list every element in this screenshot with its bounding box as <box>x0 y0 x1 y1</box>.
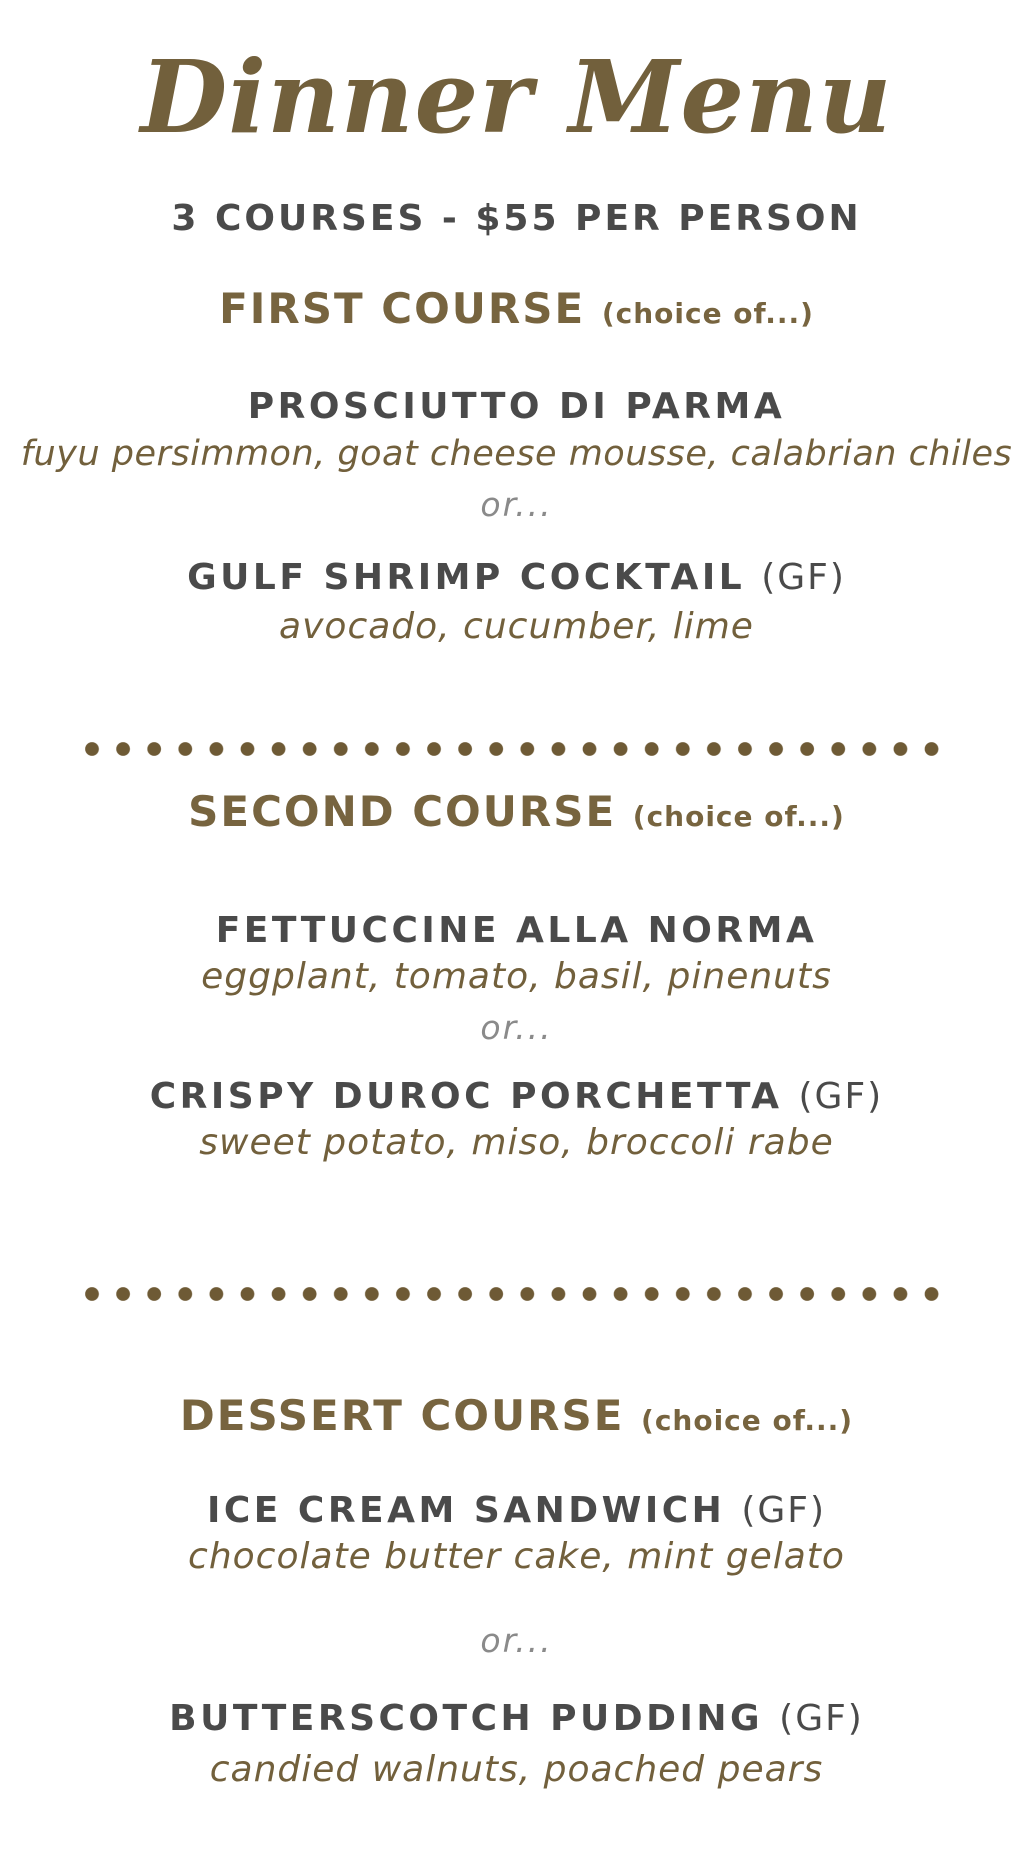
price-subtitle: 3 COURSES - $55 PER PERSON <box>171 198 862 239</box>
menu-item-description: fuyu persimmon, goat cheese mousse, calabrian chiles <box>20 434 1013 474</box>
item-name-label: GULF SHRIMP COCKTAIL <box>187 557 746 598</box>
dotted-divider <box>85 1287 950 1301</box>
menu-item-name <box>0 1697 1033 1741</box>
gluten-free-tag: (GF) <box>779 1698 864 1739</box>
course-heading-label: FIRST COURSE <box>219 284 586 333</box>
menu-item-description: candied walnuts, poached pears <box>209 1749 824 1790</box>
menu-item-name <box>0 1075 1033 1119</box>
gluten-free-tag: (GF) <box>761 557 846 598</box>
menu-item-description: avocado, cucumber, lime <box>279 606 754 647</box>
item-name-label: CRISPY DUROC PORCHETTA <box>149 1076 783 1117</box>
course-heading-label: DESSERT COURSE <box>179 1391 625 1440</box>
menu-item-description: sweet potato, miso, broccoli rabe <box>199 1122 834 1163</box>
gluten-free-tag: (GF) <box>741 1490 827 1531</box>
item-name-label: PROSCIUTTO DI PARMA <box>247 386 786 427</box>
dotted-divider <box>85 742 950 756</box>
menu-item-name <box>0 556 1033 600</box>
item-name-label: ICE CREAM SANDWICH <box>206 1490 726 1531</box>
menu-item-description: eggplant, tomato, basil, pinenuts <box>201 956 832 997</box>
menu-item-name <box>0 1489 1033 1533</box>
menu-title: Dinner Menu <box>140 38 893 156</box>
menu-item-name <box>0 385 1033 429</box>
or-separator: or... <box>480 1621 553 1660</box>
course-choice-note: (choice of...) <box>601 297 814 330</box>
course-choice-note: (choice of...) <box>632 800 845 833</box>
first-course-heading <box>0 284 1033 339</box>
gluten-free-tag: (GF) <box>798 1076 884 1117</box>
course-choice-note: (choice of...) <box>641 1404 854 1437</box>
or-separator: or... <box>480 1008 553 1047</box>
dessert-course-heading <box>0 1391 1033 1446</box>
course-heading-label: SECOND COURSE <box>188 787 617 836</box>
menu-item-name <box>0 909 1033 953</box>
menu-item-description: chocolate butter cake, mint gelato <box>188 1536 845 1577</box>
second-course-heading <box>0 787 1033 842</box>
or-separator: or... <box>480 485 553 524</box>
item-name-label: FETTUCCINE ALLA NORMA <box>215 910 818 951</box>
item-name-label: BUTTERSCOTCH PUDDING <box>169 1698 764 1739</box>
